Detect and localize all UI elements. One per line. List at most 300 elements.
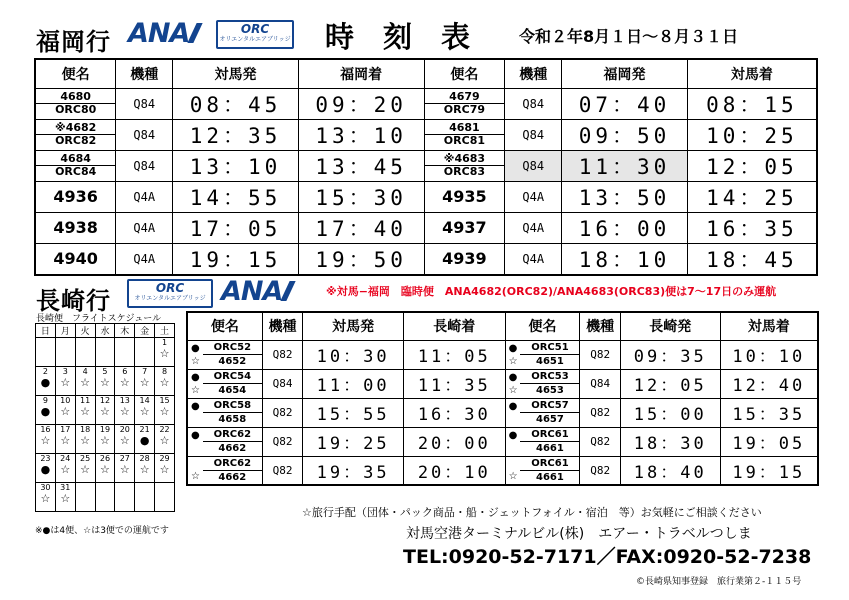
departure-time: 12：05 [620, 369, 720, 398]
flight-number [520, 369, 579, 398]
arrival-time: 19：50 [298, 243, 424, 275]
travel-arrangement-note: ☆旅行手配（団体・パック商品・船・ジェットフォイル・宿泊 等）お気軽にご相談ください [302, 506, 762, 519]
calendar-week [36, 367, 175, 396]
calendar-day-header: 月 [55, 324, 75, 338]
arrival-time: 14：25 [687, 181, 817, 212]
arrival-time: 12：40 [720, 369, 818, 398]
schedule-markers [187, 398, 203, 427]
orc-flight-number: ORC52 [213, 342, 252, 353]
arrival-time: 13：45 [298, 150, 424, 181]
flight-number-text: 4935 [442, 187, 487, 206]
calendar-day [55, 425, 75, 454]
calendar-week [36, 425, 175, 454]
flight-number [424, 119, 505, 150]
orc-logo [216, 20, 294, 49]
aircraft-type: Q4A [116, 212, 173, 243]
departure-time: 07：40 [562, 88, 688, 119]
flight-number [35, 181, 116, 212]
company-name: 対馬空港ターミナルビル(株) エアー・トラベルつしま [406, 526, 752, 542]
schedule-markers [505, 398, 520, 427]
schedule-marker: ☆ [190, 471, 200, 483]
calendar-date: 30 [40, 483, 51, 492]
fukuoka-route-title: 福岡行 [36, 28, 111, 56]
table-row [187, 398, 818, 427]
departure-time: 16：00 [562, 212, 688, 243]
arrival-time: 19：05 [720, 427, 818, 456]
calendar-date: 15 [159, 396, 170, 405]
fukuoka-timetable [34, 58, 818, 276]
three-flights-marker: ☆ [100, 434, 110, 447]
flight-number [520, 340, 579, 369]
flight-number [35, 212, 116, 243]
arrival-time: 15：35 [720, 398, 818, 427]
calendar-date: 6 [122, 367, 128, 376]
header-depart: 長崎発 [620, 312, 720, 340]
table-row [35, 119, 817, 150]
calendar-day [155, 338, 175, 367]
header-arrive: 福岡着 [298, 59, 424, 88]
schedule-marker: ☆ [190, 384, 200, 396]
schedule-marker: ● [191, 429, 200, 441]
header-flight: 便名 [35, 59, 116, 88]
schedule-period: 令和２年8月１日～８月３１日 [519, 27, 739, 46]
nagasaki-header-row [187, 312, 818, 340]
arrival-time: 20：10 [403, 456, 505, 485]
three-flights-marker: ☆ [60, 463, 71, 476]
departure-time: 19：35 [303, 456, 404, 485]
calendar-day [75, 396, 95, 425]
ana-logo-stripe [281, 281, 296, 301]
nagasaki-route-title: 長崎行 [36, 287, 111, 315]
aircraft-type: Q84 [116, 88, 173, 119]
ana-logo-stripe [188, 23, 203, 43]
departure-time: 11：00 [303, 369, 404, 398]
arrival-time: 19：15 [720, 456, 818, 485]
calendar-day [135, 483, 155, 512]
aircraft-type: Q4A [505, 243, 562, 275]
three-flights-marker: ☆ [60, 405, 71, 418]
ana-flight-number: 4653 [520, 383, 579, 397]
ana-flight-number: 4679 [425, 91, 505, 104]
schedule-marker: ☆ [190, 355, 200, 367]
schedule-markers [187, 456, 203, 485]
three-flights-marker: ☆ [100, 405, 110, 418]
three-flights-marker: ☆ [119, 405, 130, 418]
calendar-day [55, 396, 75, 425]
aircraft-type: Q82 [262, 427, 303, 456]
three-flights-marker: ☆ [80, 376, 91, 389]
ana-flight-number: 4652 [203, 354, 262, 368]
departure-time: 18：40 [620, 456, 720, 485]
schedule-marker [506, 457, 521, 470]
calendar-date: 7 [142, 367, 148, 376]
flight-number [424, 212, 505, 243]
calendar-day [135, 454, 155, 483]
arrival-time: 17：40 [298, 212, 424, 243]
header-aircraft: 機種 [580, 312, 621, 340]
orc-flight-number: ORC61 [531, 457, 569, 469]
flight-number [520, 427, 579, 456]
schedule-markers [505, 456, 520, 485]
orc-flight-number: ORC82 [55, 134, 97, 147]
header-arrive: 対馬着 [720, 312, 818, 340]
orc-logo-text: ORC [155, 281, 185, 295]
calendar-date: 10 [60, 396, 71, 405]
three-flights-marker: ☆ [60, 434, 71, 447]
header-aircraft: 機種 [262, 312, 303, 340]
table-row [35, 243, 817, 275]
three-flights-marker: ☆ [60, 376, 71, 389]
aircraft-type: Q82 [262, 456, 303, 485]
flight-number [35, 243, 116, 275]
header-depart: 対馬発 [173, 59, 299, 88]
calendar-day [75, 425, 95, 454]
calendar-day [115, 367, 135, 396]
departure-time: 18：30 [620, 427, 720, 456]
aircraft-type: Q84 [116, 119, 173, 150]
calendar-day [95, 425, 115, 454]
calendar-day [55, 454, 75, 483]
calendar-date: 26 [99, 454, 111, 463]
header-depart: 福岡発 [562, 59, 688, 88]
aircraft-type: Q82 [580, 398, 621, 427]
calendar-day [55, 483, 75, 512]
schedule-marker [188, 457, 203, 470]
calendar-day [135, 425, 155, 454]
schedule-marker: ● [191, 371, 200, 383]
departure-time: 08：45 [173, 88, 299, 119]
schedule-marker: ● [508, 429, 518, 441]
schedule-markers [187, 369, 203, 398]
three-flights-marker: ☆ [159, 376, 170, 389]
departure-time: 11：30 [562, 150, 688, 181]
calendar-date: 28 [139, 454, 150, 463]
calendar-day-header: 金 [135, 324, 155, 338]
aircraft-type: Q82 [580, 456, 621, 485]
aircraft-type: Q82 [262, 340, 303, 369]
schedule-marker: ☆ [508, 384, 518, 396]
schedule-markers [187, 340, 203, 369]
calendar-day [155, 367, 175, 396]
schedule-marker [188, 442, 203, 455]
calendar-day [155, 483, 175, 512]
calendar-day-header: 日 [36, 324, 56, 338]
calendar-day [36, 367, 56, 396]
orc-logo-subtext: オリエンタルエアブリッジ [134, 295, 206, 302]
header-aircraft: 機種 [116, 59, 173, 88]
ana-logo: ANA [128, 18, 198, 49]
calendar-date: 27 [119, 454, 130, 463]
flight-number [203, 456, 262, 485]
calendar-date: 12 [99, 396, 111, 405]
three-flights-marker: ☆ [159, 347, 170, 360]
orc-flight-number: ORC53 [531, 371, 569, 382]
arrival-time: 11：35 [403, 369, 505, 398]
ana-flight-number: 4651 [520, 354, 579, 368]
calendar-week [36, 483, 175, 512]
aircraft-type: Q82 [262, 398, 303, 427]
calendar-note: ※●は4便、☆は3便での運航です [35, 526, 169, 536]
schedule-markers [505, 427, 520, 456]
calendar-date: 31 [60, 483, 71, 492]
flight-number [424, 243, 505, 275]
arrival-time: 15：30 [298, 181, 424, 212]
orc-flight-number: ORC62 [213, 429, 252, 440]
three-flights-marker: ☆ [40, 434, 51, 447]
calendar-day [95, 367, 115, 396]
schedule-marker: ● [191, 342, 200, 354]
departure-time: 10：30 [303, 340, 404, 369]
flight-number [520, 398, 579, 427]
orc-logo-text: ORC [240, 22, 270, 36]
three-flights-marker: ☆ [100, 463, 110, 476]
calendar-day [75, 367, 95, 396]
orc-logo-subtext: オリエンタルエアブリッジ [219, 36, 291, 43]
schedule-marker: ☆ [508, 355, 518, 367]
flight-number [203, 398, 262, 427]
table-row [35, 88, 817, 119]
calendar-day [135, 338, 155, 367]
temporary-flight-notice: ※対馬−福岡 臨時便 ANA4682(ORC82)/ANA4683(ORC83)便は7～17日のみ運航 [326, 285, 777, 298]
departure-time: 13：10 [173, 150, 299, 181]
schedule-markers [505, 340, 520, 369]
departure-time: 15：55 [303, 398, 404, 427]
ana-flight-number: 4654 [203, 383, 262, 397]
calendar-day-header: 木 [115, 324, 135, 338]
orc-logo [127, 279, 213, 308]
four-flights-marker: ● [40, 376, 51, 389]
header-flight: 便名 [505, 312, 580, 340]
fukuoka-header-row [35, 59, 817, 88]
four-flights-marker: ● [40, 463, 51, 476]
ana-flight-number: 4658 [203, 412, 262, 426]
arrival-time: 18：45 [687, 243, 817, 275]
arrival-time: 20：00 [403, 427, 505, 456]
calendar-day [155, 396, 175, 425]
flight-number [424, 150, 505, 181]
calendar-date: 18 [80, 425, 91, 434]
calendar-day [135, 367, 155, 396]
flight-number-text: 4937 [442, 218, 487, 237]
contact-phone-fax: TEL:0920-52-7171／FAX:0920-52-7238 [403, 546, 812, 568]
arrival-time: 11：05 [403, 340, 505, 369]
header-arrive: 長崎着 [403, 312, 505, 340]
calendar-date: 2 [42, 367, 48, 376]
three-flights-marker: ☆ [119, 434, 130, 447]
calendar-day [36, 483, 56, 512]
header-depart: 対馬発 [303, 312, 404, 340]
ana-flight-number: ※4682 [36, 122, 115, 135]
calendar-title: 長崎便 フライトスケジュール [36, 314, 162, 324]
aircraft-type: Q82 [580, 427, 621, 456]
calendar-day [75, 338, 95, 367]
three-flights-marker: ☆ [60, 492, 71, 505]
calendar-day-header: 水 [95, 324, 115, 338]
nagasaki-timetable [186, 311, 819, 486]
departure-time: 09：50 [562, 119, 688, 150]
schedule-marker: ● [508, 342, 518, 354]
flight-calendar [35, 323, 175, 512]
page-title: 時 刻 表 [325, 20, 471, 54]
flight-number [35, 119, 116, 150]
ana-flight-number: 4657 [520, 412, 579, 426]
schedule-marker: ● [508, 400, 518, 412]
flight-number [424, 88, 505, 119]
flight-number [35, 88, 116, 119]
header-flight: 便名 [424, 59, 505, 88]
travel-registration: ©長崎県知事登録 旅行業第２-１１５号 [636, 577, 802, 587]
calendar-date: 24 [60, 454, 71, 463]
header-arrive: 対馬着 [687, 59, 817, 88]
three-flights-marker: ☆ [139, 405, 150, 418]
table-row [187, 456, 818, 485]
three-flights-marker: ☆ [80, 463, 91, 476]
orc-flight-number: ORC54 [213, 371, 252, 382]
calendar-date: 8 [161, 367, 168, 376]
calendar-day-header: 土 [155, 324, 175, 338]
orc-flight-number: ORC80 [55, 103, 97, 116]
flight-number [203, 340, 262, 369]
orc-flight-number: ORC62 [213, 457, 252, 469]
ana-flight-number: 4661 [520, 470, 579, 484]
calendar-date: 22 [159, 425, 170, 434]
flight-number-text: 4940 [53, 249, 98, 268]
calendar-day [36, 425, 56, 454]
orc-flight-number: ORC83 [443, 165, 485, 178]
aircraft-type: Q4A [505, 212, 562, 243]
calendar-day [155, 454, 175, 483]
flight-number [35, 150, 116, 181]
flight-number-text: 4938 [53, 218, 98, 237]
aircraft-type: Q84 [580, 369, 621, 398]
three-flights-marker: ☆ [139, 463, 150, 476]
ana-logo: ANA [221, 276, 291, 307]
calendar-date: 29 [159, 454, 170, 463]
schedule-markers [187, 427, 203, 456]
ana-flight-number: 4662 [203, 441, 262, 455]
calendar-day [75, 454, 95, 483]
three-flights-marker: ☆ [159, 405, 170, 418]
arrival-time: 10：25 [687, 119, 817, 150]
table-row [187, 427, 818, 456]
flight-number-text: 4939 [442, 249, 487, 268]
aircraft-type: Q84 [116, 150, 173, 181]
calendar-date: 1 [161, 338, 168, 347]
calendar-day [115, 483, 135, 512]
ana-flight-number: 4661 [520, 441, 579, 455]
aircraft-type: Q84 [505, 88, 562, 119]
schedule-marker: ● [191, 400, 200, 412]
flight-number [203, 369, 262, 398]
calendar-date: 17 [60, 425, 71, 434]
aircraft-type: Q84 [505, 119, 562, 150]
arrival-time: 10：10 [720, 340, 818, 369]
three-flights-marker: ☆ [80, 405, 91, 418]
calendar-day [55, 338, 75, 367]
departure-time: 14：55 [173, 181, 299, 212]
arrival-time: 09：20 [298, 88, 424, 119]
departure-time: 09：35 [620, 340, 720, 369]
aircraft-type: Q4A [505, 181, 562, 212]
orc-flight-number: ORC84 [55, 165, 97, 178]
calendar-week [36, 454, 175, 483]
calendar-day [36, 396, 56, 425]
three-flights-marker: ☆ [80, 434, 91, 447]
calendar-day [115, 338, 135, 367]
calendar-day [95, 338, 115, 367]
departure-time: 17：05 [173, 212, 299, 243]
header-flight: 便名 [187, 312, 262, 340]
three-flights-marker: ☆ [119, 463, 130, 476]
schedule-marker [506, 442, 521, 455]
three-flights-marker: ☆ [159, 463, 170, 476]
calendar-date: 11 [80, 396, 91, 405]
calendar-date: 16 [40, 425, 51, 434]
calendar-date: 3 [62, 367, 68, 376]
calendar-day [115, 454, 135, 483]
schedule-marker: ☆ [508, 471, 518, 483]
departure-time: 12：35 [173, 119, 299, 150]
ana-flight-number: 4684 [36, 153, 115, 166]
calendar-date: 14 [139, 396, 150, 405]
aircraft-type: Q4A [116, 181, 173, 212]
aircraft-type: Q82 [580, 340, 621, 369]
arrival-time: 13：10 [298, 119, 424, 150]
schedule-marker [506, 413, 521, 426]
arrival-time: 12：05 [687, 150, 817, 181]
aircraft-type: Q4A [116, 243, 173, 275]
calendar-day [75, 483, 95, 512]
calendar-day [95, 454, 115, 483]
calendar-day [36, 338, 56, 367]
calendar-day [95, 483, 115, 512]
three-flights-marker: ☆ [40, 492, 51, 505]
ana-flight-number: 4680 [36, 91, 115, 104]
ana-flight-number: 4681 [425, 122, 505, 135]
flight-number-text: 4936 [53, 187, 98, 206]
schedule-marker [188, 413, 203, 426]
departure-time: 13：50 [562, 181, 688, 212]
three-flights-marker: ☆ [100, 376, 110, 389]
table-row [35, 181, 817, 212]
calendar-day [115, 396, 135, 425]
orc-flight-number: ORC58 [213, 400, 252, 411]
calendar-day [115, 425, 135, 454]
orc-flight-number: ORC79 [443, 103, 485, 116]
calendar-week [36, 338, 175, 367]
calendar-date: 13 [119, 396, 130, 405]
arrival-time: 16：35 [687, 212, 817, 243]
calendar-date: 23 [40, 454, 51, 463]
calendar-date: 21 [139, 425, 150, 434]
ana-flight-number: ※4683 [425, 153, 505, 166]
calendar-day [95, 396, 115, 425]
calendar-day [36, 454, 56, 483]
arrival-time: 08：15 [687, 88, 817, 119]
calendar-date: 9 [42, 396, 48, 405]
table-row [35, 150, 817, 181]
calendar-date: 20 [119, 425, 130, 434]
departure-time: 19：15 [173, 243, 299, 275]
table-row [187, 369, 818, 398]
arrival-time: 16：30 [403, 398, 505, 427]
calendar-day [55, 367, 75, 396]
calendar-date: 4 [82, 367, 88, 376]
calendar-day-header: 火 [75, 324, 95, 338]
calendar-date: 19 [99, 425, 111, 434]
three-flights-marker: ☆ [139, 376, 150, 389]
orc-flight-number: ORC61 [531, 429, 569, 440]
